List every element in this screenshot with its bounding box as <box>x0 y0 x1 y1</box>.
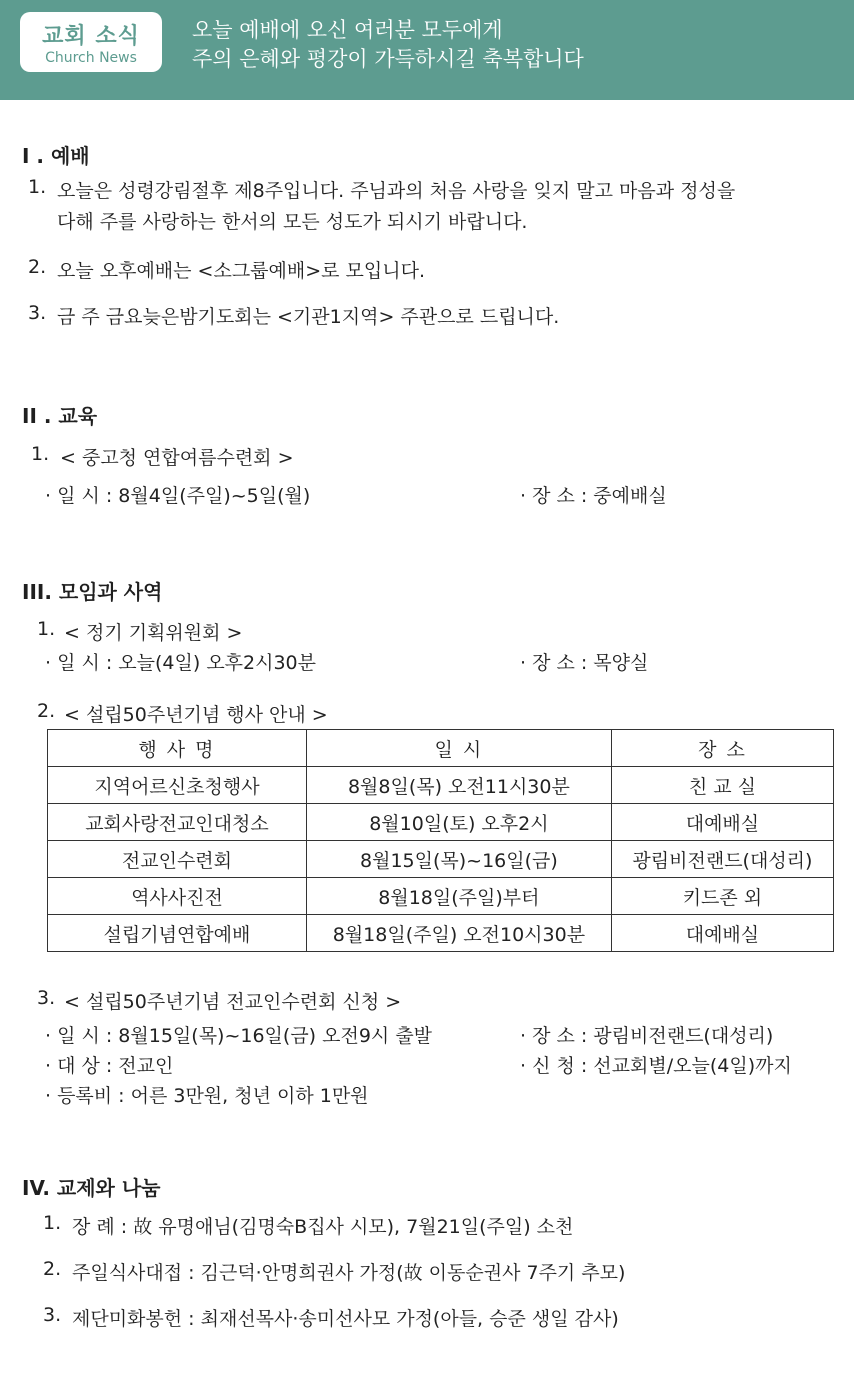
gathering-item-1-title: < 정기 기획위원회 > <box>64 622 243 644</box>
worship-item-1-number: 1. <box>28 176 47 198</box>
gathering-item-1-place: · 장 소 : 목양실 <box>520 652 649 674</box>
table-cell-date: 8월18일(주일)부터 <box>306 878 611 915</box>
fellowship-item-2-number: 2. <box>43 1258 62 1280</box>
table-row <box>48 767 834 804</box>
greeting-line-2: 주의 은혜와 평강이 가득하시길 축복합니다 <box>192 47 584 71</box>
badge-title-english: Church News <box>45 50 137 66</box>
gathering-item-3-number: 3. <box>37 987 56 1009</box>
table-cell-event: 설립기념연합예배 <box>48 915 307 952</box>
header-banner <box>0 0 854 100</box>
education-item-1-title: < 중고청 연합여름수련회 > <box>60 447 294 469</box>
worship-item-3-number: 3. <box>28 302 47 324</box>
gathering-item-3-date: · 일 시 : 8월15일(목)~16일(금) 오전9시 출발 <box>45 1025 433 1047</box>
badge-title-korean: 교회 소식 <box>42 24 140 49</box>
table-cell-event: 지역어르신초청행사 <box>48 767 307 804</box>
gathering-item-3-target: · 대 상 : 전교인 <box>45 1055 174 1077</box>
header-event-name: 행 사 명 <box>48 730 307 767</box>
table-cell-place: 대예배실 <box>611 804 833 841</box>
section-title-education: II . 교육 <box>22 404 98 428</box>
gathering-item-3-place: · 장 소 : 광림비전랜드(대성리) <box>520 1025 774 1047</box>
anniversary-events-table <box>47 729 834 952</box>
gathering-item-3-apply: · 신 청 : 선교회별/오늘(4일)까지 <box>520 1055 792 1077</box>
table-cell-place: 친 교 실 <box>611 767 833 804</box>
worship-item-3: 금 주 금요늦은밤기도회는 <기관1지역> 주관으로 드립니다. <box>57 306 560 328</box>
table-cell-date: 8월18일(주일) 오전10시30분 <box>306 915 611 952</box>
section-title-fellowship: IV. 교제와 나눔 <box>22 1176 161 1200</box>
gathering-item-3-fee: · 등록비 : 어른 3만원, 청년 이하 1만원 <box>45 1085 369 1107</box>
section-title-gathering: III. 모임과 사역 <box>22 580 163 604</box>
church-news-badge <box>20 12 162 72</box>
table-cell-date: 8월15일(목)~16일(금) <box>306 841 611 878</box>
fellowship-item-1-number: 1. <box>43 1212 62 1234</box>
education-date: · 일 시 : 8월4일(주일)~5일(월) <box>45 485 311 507</box>
table-cell-place: 대예배실 <box>611 915 833 952</box>
worship-item-1-line-1: 오늘은 성령강림절후 제8주입니다. 주님과의 처음 사랑을 잊지 말고 마음과 정성을 <box>57 180 736 202</box>
table-cell-event: 전교인수련회 <box>48 841 307 878</box>
gathering-item-3-title: < 설립50주년기념 전교인수련회 신청 > <box>64 991 402 1013</box>
education-item-1-number: 1. <box>31 443 50 465</box>
table-row <box>48 841 834 878</box>
table-cell-date: 8월10일(토) 오후2시 <box>306 804 611 841</box>
table-header-row <box>48 730 834 767</box>
header-date-time: 일 시 <box>306 730 611 767</box>
table-cell-place: 키드존 외 <box>611 878 833 915</box>
table-row <box>48 915 834 952</box>
table-cell-date: 8월8일(목) 오전11시30분 <box>306 767 611 804</box>
gathering-item-2-title: < 설립50주년기념 행사 안내 > <box>64 704 328 726</box>
table-cell-event: 교회사랑전교인대청소 <box>48 804 307 841</box>
header-place: 장 소 <box>611 730 833 767</box>
worship-item-2: 오늘 오후예배는 <소그룹예배>로 모입니다. <box>57 260 426 282</box>
fellowship-item-2: 주일식사대접 : 김근덕·안명희권사 가정(故 이동순권사 7주기 추모) <box>72 1262 626 1284</box>
table-cell-event: 역사사진전 <box>48 878 307 915</box>
table-row <box>48 878 834 915</box>
table-cell-place: 광림비전랜드(대성리) <box>611 841 833 878</box>
table-row <box>48 804 834 841</box>
greeting-line-1: 오늘 예배에 오신 여러분 모두에게 <box>192 18 503 42</box>
worship-item-2-number: 2. <box>28 256 47 278</box>
fellowship-item-1: 장 례 : 故 유명애님(김명숙B집사 시모), 7월21일(주일) 소천 <box>72 1216 574 1238</box>
fellowship-item-3: 제단미화봉헌 : 최재선목사·송미선사모 가정(아들, 승준 생일 감사) <box>72 1308 619 1330</box>
worship-item-1-line-2: 다해 주를 사랑하는 한서의 모든 성도가 되시기 바랍니다. <box>57 211 528 233</box>
gathering-item-1-date: · 일 시 : 오늘(4일) 오후2시30분 <box>45 652 317 674</box>
fellowship-item-3-number: 3. <box>43 1304 62 1326</box>
gathering-item-2-number: 2. <box>37 700 56 722</box>
education-place: · 장 소 : 중예배실 <box>520 485 667 507</box>
gathering-item-1-number: 1. <box>37 618 56 640</box>
section-title-worship: I . 예배 <box>22 144 90 168</box>
